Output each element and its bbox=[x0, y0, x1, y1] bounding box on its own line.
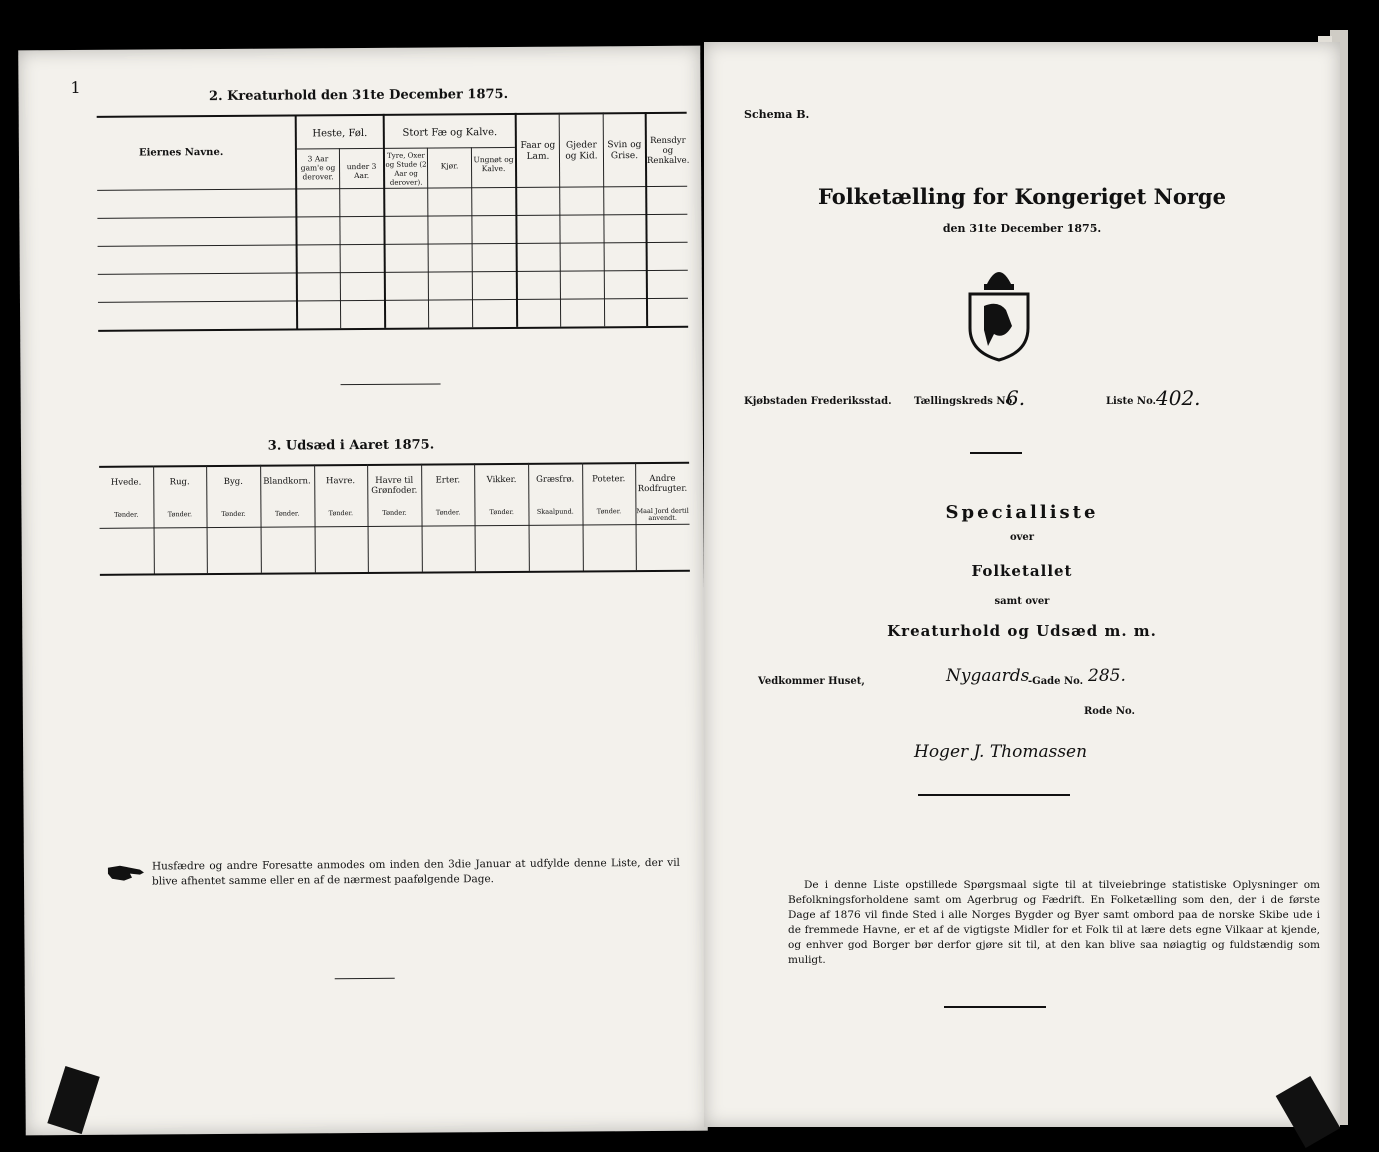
udsaed-col-name: Erter. bbox=[435, 475, 461, 486]
explanation-paragraph: De i denne Liste opstillede Spørgsmaal sigte til at tilveiebringe statistiske Oplysninger om Befolkningsforholdene samt om Agerbrug og Fædrift. En Folketælling som den, der i de første Dage af 1876 vil finde Sted i alle Norges Bygder og Byer samt ombord paa de norske Skibe ude i de fremmede Havne, er et af de vigtigste Midler for et Folk til at lære dets egne Vilkaar at kjende, og enhver god Borger bør derfor gjøre sit til, at den kan blive saa nøiagtig og fuldstændig som muligt. bbox=[788, 879, 1320, 966]
margin-mark: 1 bbox=[70, 77, 81, 98]
street-value: Nygaards bbox=[946, 666, 1030, 686]
pointing-hand-icon bbox=[106, 862, 146, 884]
heste-header: Heste, Føl. bbox=[312, 127, 368, 140]
udsaed-col-unit: Tønder. bbox=[489, 507, 514, 517]
udsaed-col-unit: Tønder. bbox=[167, 510, 193, 519]
udsaed-col-name: Havre. bbox=[325, 476, 356, 487]
udsaed-col-unit: Tønder. bbox=[382, 508, 407, 517]
udsaed-col-name: Havre til Grønfoder. bbox=[371, 475, 418, 496]
heste-sub-1: 3 Aar gam'e og derover. bbox=[300, 154, 336, 182]
udsaed-col-unit: Tønder. bbox=[221, 509, 246, 518]
udsaed-col-unit: Skaalpund. bbox=[536, 507, 574, 516]
udsaed-col-name: Rug. bbox=[169, 477, 190, 488]
owner-header: Eiernes Navne. bbox=[138, 146, 224, 159]
udsaed-col-unit: Tønder. bbox=[114, 510, 139, 519]
section2-title: 2. Kreaturhold den 31te December 1875. bbox=[208, 86, 509, 105]
udsaed-col-name: Græsfrø. bbox=[536, 474, 575, 485]
udsaed-col-unit: Tønder. bbox=[435, 508, 461, 517]
signature: Hoger J. Thomassen bbox=[914, 742, 1088, 762]
coat-of-arms-icon bbox=[966, 256, 1032, 362]
gade-value: 285. bbox=[1088, 666, 1126, 686]
left-page bbox=[18, 46, 708, 1136]
heste-sub-2: under 3 Aar. bbox=[346, 161, 377, 181]
udsaed-col-unit: Tønder. bbox=[328, 509, 354, 518]
right-page bbox=[704, 42, 1340, 1127]
stort-sub-2: Kjør. bbox=[440, 161, 459, 171]
stort-sub-3: Ungnøt og Kalve. bbox=[473, 154, 514, 174]
kreds-label: Tællingskreds No. bbox=[914, 396, 1016, 407]
notice-text: Husfædre og andre Foresatte anmodes om inden den 3die Januar at udfylde denne Liste, der vil blive afhentet samme eller en af de nærmest paafølgende Dage. bbox=[151, 856, 680, 888]
udsaed-col-name: Andre Rodfrugter. bbox=[637, 473, 688, 495]
rode-label: Rode No. bbox=[1084, 706, 1135, 717]
specialliste-heading: Specialliste bbox=[945, 502, 1099, 523]
kjobstaden-label: Kjøbstaden Frederiksstad. bbox=[744, 396, 892, 407]
udsaed-col-name: Hvede. bbox=[110, 477, 142, 488]
main-date: den 31te December 1875. bbox=[942, 222, 1102, 235]
udsaed-col-name: Byg. bbox=[223, 476, 243, 487]
stort-header: Stort Fæ og Kalve. bbox=[402, 127, 498, 139]
gade-label: -Gade No. bbox=[1028, 676, 1084, 687]
liste-value: 402. bbox=[1156, 386, 1201, 410]
main-title: Folketælling for Kongeriget Norge bbox=[818, 184, 1226, 209]
udsaed-col-name: Blandkorn. bbox=[263, 476, 311, 487]
liste-label: Liste No. bbox=[1106, 396, 1157, 407]
samt-over-label: samt over bbox=[994, 596, 1050, 607]
vedkommer-label: Vedkommer Huset, bbox=[758, 676, 865, 687]
udsaed-col-unit: Tønder. bbox=[274, 509, 300, 518]
folketallet-heading: Folketallet bbox=[971, 562, 1073, 580]
over-label: over bbox=[1009, 532, 1035, 543]
udsaed-col-unit: Tønder. bbox=[596, 507, 622, 516]
stort-sub-1: Tyre, Oxer og Stude (2 Aar og derover). bbox=[385, 151, 427, 187]
udsaed-col-name: Poteter. bbox=[592, 474, 626, 485]
schema-label: Schema B. bbox=[744, 108, 810, 121]
kreds-value: 6. bbox=[1006, 386, 1026, 410]
faar-header: Faar og Lam. bbox=[520, 140, 556, 162]
gjeder-header: Gjeder og Kid. bbox=[565, 140, 598, 162]
rensdyr-header: Rensdyr og Renkalve. bbox=[646, 135, 690, 167]
svin-header: Svin og Grise. bbox=[607, 140, 642, 162]
udsaed-col-unit: Maal Jord dertil anvendt. bbox=[636, 506, 689, 523]
section3-title: 3. Udsæd i Aaret 1875. bbox=[267, 437, 435, 454]
udsaed-col-name: Vikker. bbox=[486, 474, 517, 486]
kreaturhold-heading: Kreaturhold og Udsæd m. m. bbox=[887, 622, 1157, 640]
